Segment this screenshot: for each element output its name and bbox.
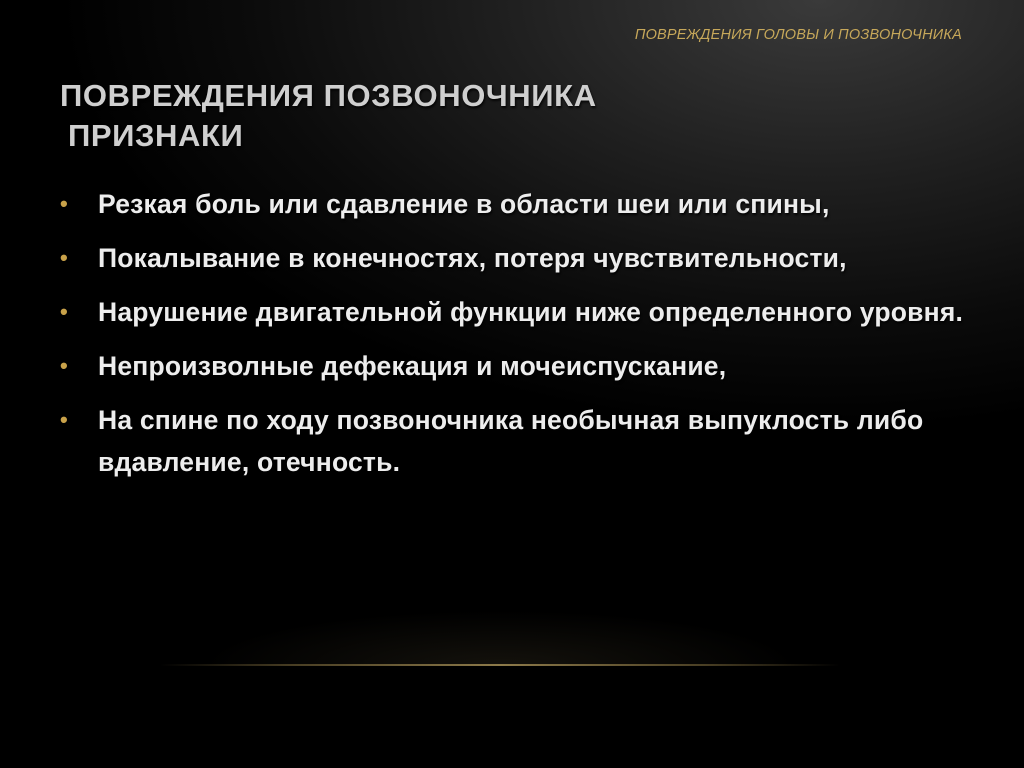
- bullet-list: [60, 183, 990, 495]
- floor-glow: [200, 610, 800, 666]
- bullet-dot-icon: •: [60, 299, 68, 324]
- slide-title: [60, 76, 597, 156]
- bullet-text: Непроизволные дефекация и мочеиспускание,: [98, 351, 727, 381]
- bullet-dot-icon: •: [60, 353, 68, 378]
- bullet-item: [60, 291, 990, 333]
- bullet-item: [60, 237, 990, 279]
- bullet-text: Покалывание в конечностях, потеря чувствительности,: [98, 243, 847, 273]
- bullet-dot-icon: •: [60, 191, 68, 216]
- bullet-text: Нарушение двигательной функции ниже определенного уровня.: [98, 297, 964, 327]
- section-header: ПОВРЕЖДЕНИЯ ГОЛОВЫ И ПОЗВОНОЧНИКА: [634, 27, 962, 43]
- title-line-2: ПРИЗНАКИ: [68, 118, 244, 153]
- floor-reflection-line: [160, 664, 840, 666]
- bullet-dot-icon: •: [60, 407, 68, 432]
- bullet-text: На спине по ходу позвоночника необычная выпуклость либо вдавление, отечность.: [98, 405, 924, 477]
- title-line-1: ПОВРЕЖДЕНИЯ ПОЗВОНОЧНИКА: [60, 78, 597, 113]
- bullet-item: [60, 345, 990, 387]
- bullet-item: [60, 183, 990, 225]
- bullet-dot-icon: •: [60, 245, 68, 270]
- bullet-item: [60, 399, 990, 483]
- bullet-text: Резкая боль или сдавление в области шеи или спины,: [98, 189, 830, 219]
